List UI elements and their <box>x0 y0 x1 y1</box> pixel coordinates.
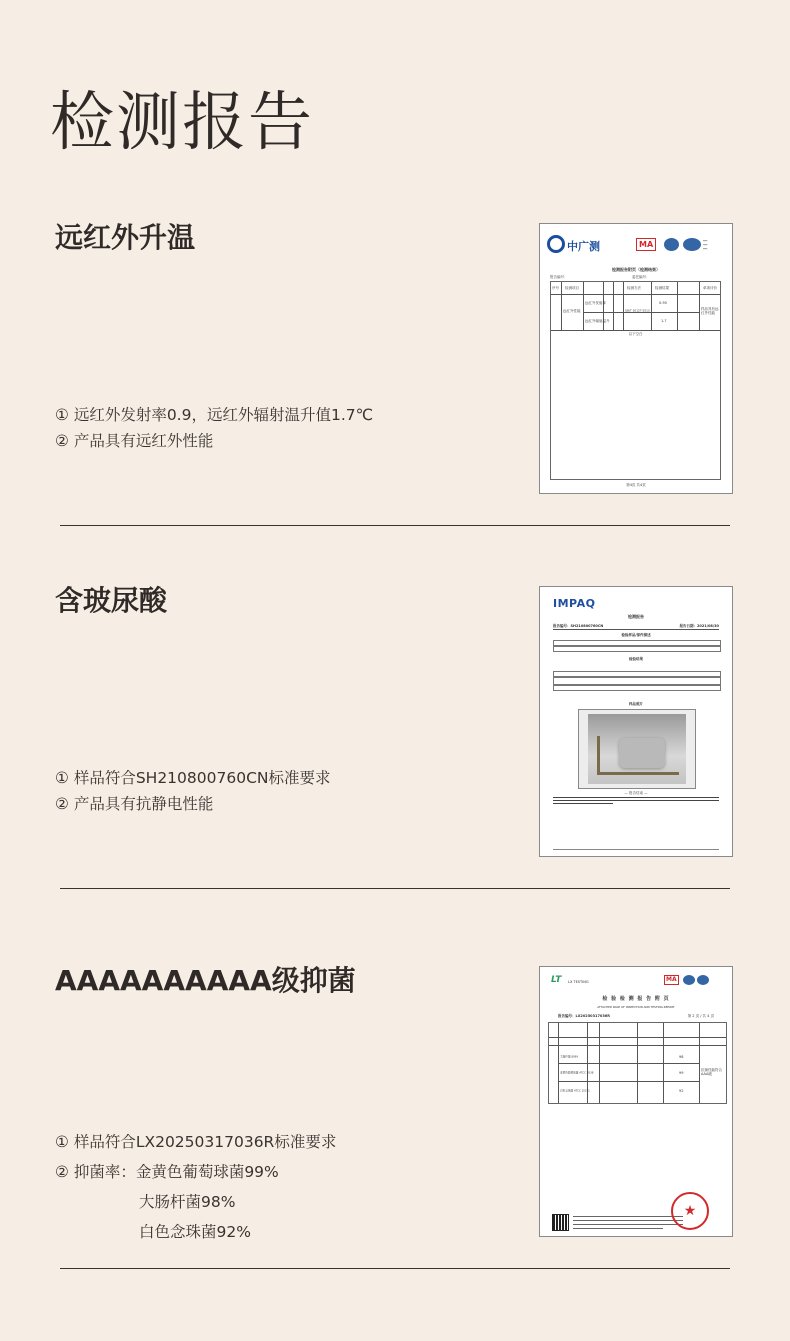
report-image-far-infrared <box>539 223 733 494</box>
desc-line: ① 样品符合SH210800760CN标准要求 <box>55 769 331 787</box>
sample-desc-row <box>553 646 721 652</box>
impaq-logo: IMPAQ <box>553 597 596 610</box>
table-rule <box>699 1023 700 1103</box>
ma-badge-icon: MA <box>666 976 677 983</box>
table-rule <box>623 282 624 330</box>
ilac-mra-icon <box>683 975 695 985</box>
desc-line: ② 抑菌率：金黄色葡萄球菌99% <box>55 1163 279 1181</box>
row-rate-2: 99 <box>679 1071 684 1075</box>
footer-line <box>573 1216 683 1217</box>
report-number: 报告编号：LX20250317036R <box>558 1014 610 1018</box>
footer-line <box>573 1224 683 1225</box>
table-rule <box>551 294 720 295</box>
report-number: 报告编号：SH210800760CN <box>553 624 604 628</box>
sample-fabric <box>619 738 665 768</box>
row-organism-2: 金黄色葡萄球菌 ATCC 6538 <box>560 1071 594 1074</box>
desc-line: ② 产品具有远红外性能 <box>55 432 214 450</box>
table-end-mark: 以下空白 <box>628 332 643 336</box>
report-page: 第 2 页 / 共 4 页 <box>687 1014 714 1018</box>
table-rule <box>699 282 700 330</box>
row-organism-3: 白色念珠菌 ATCC 10231 <box>560 1089 590 1092</box>
section-divider <box>60 888 730 889</box>
table-rule <box>551 330 720 331</box>
desc-line: ② 产品具有抗静电性能 <box>55 795 214 813</box>
row-sub2: 远红外辐射温升 <box>585 319 610 323</box>
table-rule <box>677 282 678 330</box>
footer-line <box>573 1228 663 1229</box>
qr-code-icon <box>552 1214 569 1231</box>
table-header-no: 序号 <box>552 286 559 290</box>
section-desc-hyaluronic <box>55 765 331 817</box>
footer-line <box>573 1220 683 1221</box>
section-title-antibacterial: AAAAAAAAAA级抑菌 <box>55 964 356 997</box>
section-divider <box>60 525 730 526</box>
lt-logo-sub: LX TESTING <box>568 980 589 984</box>
ma-badge-icon: MA <box>636 238 656 251</box>
result-table <box>550 281 721 480</box>
ruler-horizontal <box>597 772 679 775</box>
report-end-mark: — 报告结束 — <box>624 791 648 795</box>
report-heading: 检 验 检 测 报 告 附 页 <box>602 996 670 1002</box>
report-sub-heading: ATTACHED PAGE OF INSPECTION AND TESTING REPORT <box>597 1005 675 1009</box>
ruler-vertical <box>597 736 600 774</box>
cgt-logo-icon <box>547 235 565 253</box>
row-verdict: 样品具有远红外性能 <box>701 307 719 315</box>
photo-heading: 样品照片 <box>629 702 643 706</box>
section-desc-far-infrared <box>55 402 373 454</box>
desc-line: ① 远红外发射率0.9，远红外辐射温升值1.7℃ <box>55 406 374 424</box>
cnas-icon <box>697 975 709 985</box>
row-result1: 0.90 <box>659 301 667 305</box>
report-number-label: 报告编号： <box>550 275 568 279</box>
table-rule <box>651 282 652 330</box>
footer-rule <box>553 849 719 850</box>
entrust-number-label: 委托编号： <box>632 275 650 279</box>
desc-line: ① 样品符合LX20250317036R标准要求 <box>55 1133 337 1151</box>
cgt-logo-text: 中广测 <box>567 240 600 253</box>
fine-print-line <box>553 803 613 804</box>
row-result2: 1.7 <box>661 319 667 323</box>
section-title-hyaluronic: 含玻尿酸 <box>55 584 168 617</box>
row-verdict: 抗菌性能符合AAA级 <box>701 1068 722 1076</box>
fine-print-line <box>553 800 719 801</box>
cnas-icon <box>683 238 701 251</box>
table-rule <box>561 282 562 330</box>
table-rule <box>583 282 584 330</box>
cnas-caption: ━━ ━━ ━━ <box>703 239 708 251</box>
report-heading: 检测报告 <box>628 614 644 619</box>
report-image-hyaluronic <box>539 586 733 857</box>
table-header-eval: 单项评价 <box>703 286 717 290</box>
row-rate-3: 92 <box>679 1089 684 1093</box>
report-image-antibacterial <box>539 966 733 1237</box>
result-heading: 检验结果 <box>629 657 643 661</box>
desc-line-indent: 白色念珠菌92% <box>139 1223 251 1241</box>
report-footer: 第4页 共4页 <box>626 483 646 487</box>
sample-desc-heading: 检验样品/部件描述 <box>621 633 651 637</box>
table-rule <box>558 1063 699 1064</box>
lt-logo-icon: LT <box>551 975 562 985</box>
red-seal-icon: ★ <box>671 1192 709 1230</box>
section-desc-antibacterial <box>55 1127 336 1247</box>
section-divider <box>60 1268 730 1269</box>
table-rule <box>613 282 614 330</box>
result-row <box>553 677 721 685</box>
report-heading: 检测报告附页（检测结果） <box>612 267 660 272</box>
sample-photo <box>578 709 696 789</box>
row-item: 远红外性能 <box>563 309 581 313</box>
result-table <box>548 1022 727 1104</box>
row-method: GB/T 30127-2013 <box>625 309 650 313</box>
report-date: 报告日期：2021/08/30 <box>679 624 719 628</box>
row-sub1: 远红外发射率 <box>585 301 606 305</box>
table-header-method: 检测方法 <box>627 286 641 290</box>
ilac-mra-icon <box>664 238 679 251</box>
desc-line-indent: 大肠杆菌98% <box>139 1193 236 1211</box>
result-row <box>553 685 721 691</box>
table-header-item: 检测项目 <box>565 286 579 290</box>
row-organism-1: 大肠杆菌 8099 <box>560 1055 579 1058</box>
page-title: 检测报告 <box>50 86 314 160</box>
header-rule <box>553 629 719 630</box>
table-header-result: 检测结果 <box>655 286 669 290</box>
table-rule <box>558 1081 699 1082</box>
row-rate-1: 98 <box>679 1055 684 1059</box>
section-title-far-infrared: 远红外升温 <box>55 221 196 254</box>
fine-print-line <box>553 797 719 798</box>
